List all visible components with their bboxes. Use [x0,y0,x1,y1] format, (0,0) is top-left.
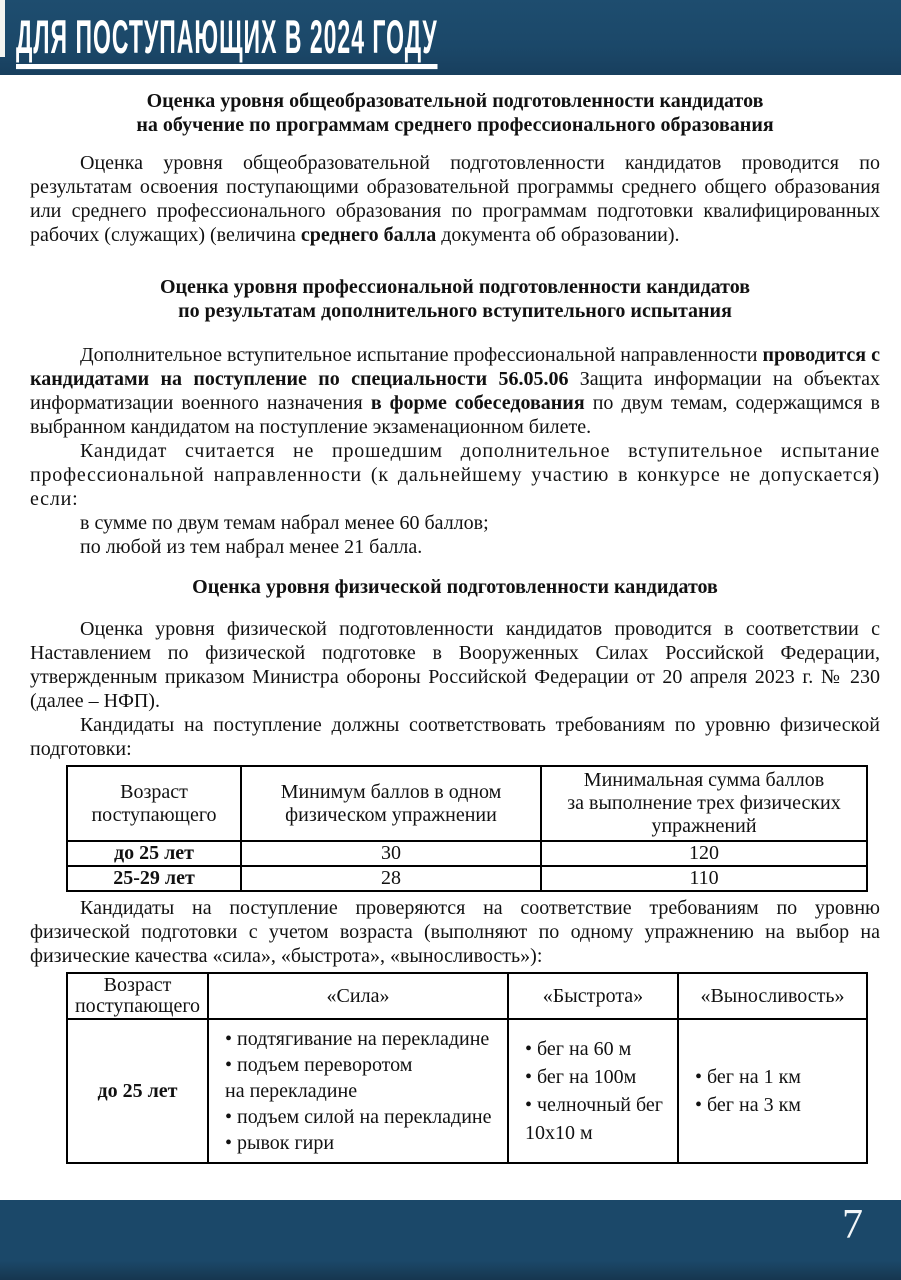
paragraph-text: Оценка уровня общеобразовательной подготовленности кандидатов проводится по результатам освоения поступающими образовательной программы среднего общего образования или среднего профессионального образования по программам подготовки квалифицированных рабочих (служащих) (величина [30,152,880,246]
strength-exercises-cell [208,1019,508,1163]
header-line: упражнений [651,815,757,837]
exercise-line: • бег на 1 км [695,1066,801,1088]
endurance-exercises-cell [678,1019,867,1163]
table-header-age [67,973,208,1019]
min-sum-cell: 110 [541,866,867,891]
table-header-speed: «Быстрота» [508,973,678,1019]
exercise-line: • рывок гири [225,1132,335,1154]
physical-exercises-table [66,972,868,1164]
min-sum-cell: 120 [541,841,867,866]
header-line: поступающего [91,803,217,826]
header-line: Минимальная сумма баллов [583,769,825,791]
physical-minimum-scores-table [66,765,868,892]
header-title: ДЛЯ ПОСТУПАЮЩИХ В 2024 ГОДУ [16,13,438,69]
exercise-line: • подъем силой на перекладине [225,1106,492,1128]
fail-condition-item: по любой из тем набрал менее 21 балла. [80,536,423,558]
table-header-endurance: «Выносливость» [678,973,867,1019]
age-cell: до 25 лет [67,1019,208,1163]
table-header-strength: «Сила» [208,973,508,1019]
table-header-min-one-exercise [241,766,541,841]
paragraph-text: Дополнительное вступительное испытание профессиональной направленности [80,344,763,366]
page-header-banner [0,0,901,75]
paragraph-exercise-choice: Кандидаты на поступление проверяются на соответствие требованиям по уровню физической подготовки с учетом возраста (выполняют по одному упражнению на выбор на физические качества «сила», «быстрота», «выносливость»): [30,897,880,967]
paragraph-text: Защита информации на объектах информатизации военного назначения [30,368,880,414]
header-line: поступающего [74,995,201,1017]
exercise-line: 10x10 м [525,1122,593,1144]
table-header-row [67,766,867,841]
min-one-cell: 30 [241,841,541,866]
section-title-line: Оценка уровня общеобразовательной подготовленности кандидатов [146,90,764,112]
paragraph-fail-conditions: Кандидат считается не прошедшим дополнительное вступительное испытание профессиональной направленности (к дальнейшему участию в конкурсе не допускается) если: [30,440,880,510]
exercise-line: • бег на 60 м [525,1038,632,1060]
table-row [67,1019,867,1163]
page-content [0,75,901,1164]
section-title-professional-assessment [30,275,880,323]
paragraph-text: документа об образовании). [436,224,680,246]
exercise-line: • подтягивание на перекладине [225,1028,490,1050]
header-line: физическом упражнении [285,803,497,826]
table-row [67,841,867,866]
section-title-general-education [30,89,880,137]
exercise-line: • бег на 100м [525,1066,637,1088]
paragraph-general-education [30,151,880,247]
age-cell: 25-29 лет [67,866,241,891]
section-title-line: Оценка уровня профессиональной подготовленности кандидатов [159,276,751,298]
paragraph-physical-regulation: Оценка уровня физической подготовленности кандидатов проводится в соответствии с Наставлением по физической подготовке в Вооруженных Силах Российской Федерации, утвержденным приказом Министра обороны Российской Федерации от 20 апреля 2023 г. № 230 (далее – НФП). [30,618,880,712]
header-line: Возраст [103,974,172,996]
paragraph-bold-text: среднего балла [300,224,437,246]
fail-condition-item: в сумме по двум темам набрал менее 60 баллов; [80,512,489,534]
paragraph-additional-exam [30,343,880,439]
section-title-line: на обучение по программам среднего профессионального образования [136,114,774,136]
paragraph-physical-requirements: Кандидаты на поступление должны соответствовать требованиям по уровню физической подготовки: [30,714,880,760]
exercise-line: • бег на 3 км [695,1094,801,1116]
exercise-line: • челночный бег [525,1094,663,1116]
exercise-line: на перекладине [225,1080,358,1102]
min-one-cell: 28 [241,866,541,891]
section-title-physical-assessment: Оценка уровня физической подготовленности кандидатов [192,576,718,598]
paragraph-bold-text: проводится с кандидатами на поступление по специальности 56.05.06 [30,344,880,390]
speed-exercises-cell [508,1019,678,1163]
header-line: Возраст [120,780,188,803]
table-header-age [67,766,241,841]
header-line: за выполнение трех физических [567,792,841,814]
age-cell: до 25 лет [67,841,241,866]
header-line: Минимум баллов в одном [280,780,502,803]
page-footer-banner [0,1200,901,1280]
section-title-line: по результатам дополнительного вступительного испытания [178,300,732,322]
table-row [67,866,867,891]
paragraph-bold-text: в форме собеседования [370,392,585,414]
table-header-row [67,973,867,1019]
scan-corner-artifact [0,0,5,57]
paragraph-text: по двум темам, содержащимся в выбранном кандидатом на поступление экзаменационном билете. [30,392,880,438]
exercise-line: • подъем переворотом [225,1054,413,1076]
page-number: 7 [842,1202,863,1248]
table-header-min-sum [541,766,867,841]
